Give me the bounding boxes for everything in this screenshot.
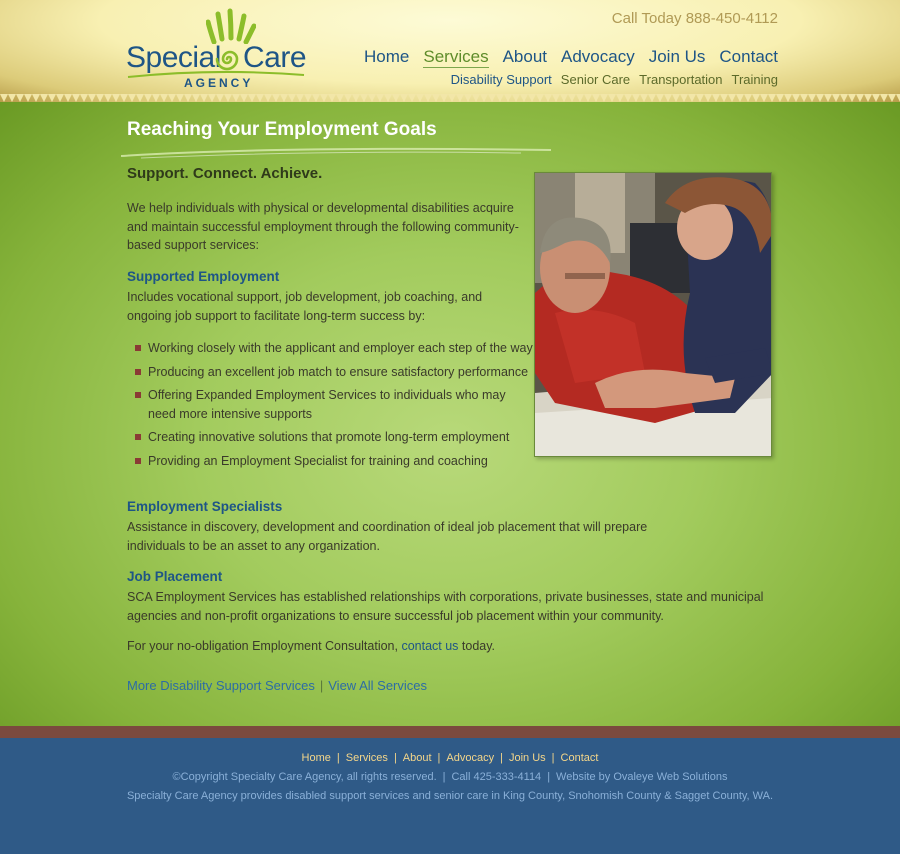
logo-word-special: Special: [126, 41, 221, 74]
footer-phone-link[interactable]: Call 425-333-4114: [451, 771, 542, 783]
title-swoosh: [121, 144, 551, 160]
copyright-text: ©Copyright Specialty Care Agency, all rights reserved.: [172, 771, 437, 783]
subnav-senior-care[interactable]: Senior Care: [560, 72, 631, 87]
intro-paragraph: We help individuals with physical or developmental disabilities acquire and maintain successful employment through the following community-based support services:: [127, 201, 519, 252]
footer-separator: |: [547, 771, 551, 783]
call-today-phone[interactable]: Call Today 888-450-4112: [611, 10, 778, 27]
footer-nav-home[interactable]: Home: [301, 752, 331, 764]
contact-us-link[interactable]: contact us: [401, 639, 459, 653]
list-item: Creating innovative solutions that promote long-term employment: [135, 428, 535, 447]
tagline: Support. Connect. Achieve.: [127, 165, 323, 182]
nav-contact[interactable]: Contact: [719, 47, 778, 66]
footer-divider-stripe: [0, 726, 900, 738]
subnav-disability-support[interactable]: Disability Support: [450, 72, 552, 87]
footer-separator: |: [551, 752, 555, 764]
consult-text-after: today.: [458, 639, 496, 653]
consult-text-before: For your no-obligation Employment Consultation,: [127, 639, 402, 653]
services-subnav: [451, 72, 778, 87]
supported-employment-list: [135, 339, 535, 475]
employment-specialists-text: Assistance in discovery, development and coordination of ideal job placement that will prepare individuals to be an asset to any organization.: [127, 520, 648, 553]
employment-specialists-heading: Employment Specialists: [127, 499, 283, 514]
subnav-transportation[interactable]: Transportation: [639, 72, 723, 87]
view-all-services-link[interactable]: View All Services: [328, 678, 427, 693]
sun-rays-icon: [206, 8, 256, 44]
list-item: Producing an excellent job match to ensure satisfactory performance: [135, 363, 535, 382]
site-header: [0, 0, 900, 102]
subnav-training[interactable]: Training: [731, 72, 778, 87]
nav-join-us[interactable]: Join Us: [648, 47, 706, 66]
link-separator: |: [319, 678, 324, 693]
supported-employment-text: Includes vocational support, job development, job coaching, and ongoing job support to facilitate long-term success by:: [127, 290, 483, 323]
nav-services[interactable]: Services: [423, 47, 489, 66]
list-item: Working closely with the applicant and employer each step of the way: [135, 339, 535, 358]
footer-separator: |: [393, 752, 397, 764]
employment-coaching-photo: [534, 172, 772, 457]
main-nav: [364, 47, 778, 68]
list-item: Offering Expanded Employment Services to individuals who may need more intensive supports: [135, 386, 535, 423]
footer-nav-about[interactable]: About: [402, 752, 432, 764]
consultation-line: [127, 637, 727, 656]
footer-nav-services[interactable]: Services: [345, 752, 388, 764]
footer-nav-join-us[interactable]: Join Us: [508, 752, 546, 764]
footer-separator: |: [442, 771, 446, 783]
logo-word-care: Care: [243, 41, 307, 74]
nav-about[interactable]: About: [502, 47, 548, 66]
site-logo[interactable]: [126, 8, 306, 90]
header-zigzag-edge: [0, 94, 900, 104]
footer-nav-contact[interactable]: Contact: [560, 752, 599, 764]
more-disability-support-link[interactable]: More Disability Support Services: [127, 678, 315, 693]
supported-employment-heading: Supported Employment: [127, 269, 280, 284]
footer-nav-advocacy[interactable]: Advocacy: [446, 752, 495, 764]
footer-tagline: Specialty Care Agency provides disabled support services and senior care in King County, Snohomish County & Sagget County, WA.: [126, 790, 774, 802]
job-placement-heading: Job Placement: [127, 569, 223, 584]
nav-advocacy[interactable]: Advocacy: [561, 47, 635, 66]
photo-illustration: [535, 173, 772, 457]
footer-nav: [0, 752, 900, 764]
site-footer: [0, 738, 900, 854]
list-item: Providing an Employment Specialist for training and coaching: [135, 452, 535, 471]
logo-agency: AGENCY: [184, 76, 254, 90]
job-placement-text: SCA Employment Services has established relationships with corporations, private businesses, state and municipal agencies and non-profit organizations to ensure successful job placement within your community.: [127, 590, 764, 623]
nav-home[interactable]: Home: [364, 47, 410, 66]
website-credit-link[interactable]: Website by Ovaleye Web Solutions: [556, 771, 728, 783]
more-links: [127, 678, 427, 693]
footer-separator: |: [336, 752, 340, 764]
footer-info-line: [0, 771, 900, 783]
footer-separator: |: [500, 752, 503, 764]
page-title: Reaching Your Employment Goals: [127, 119, 437, 140]
footer-separator: |: [437, 752, 441, 764]
